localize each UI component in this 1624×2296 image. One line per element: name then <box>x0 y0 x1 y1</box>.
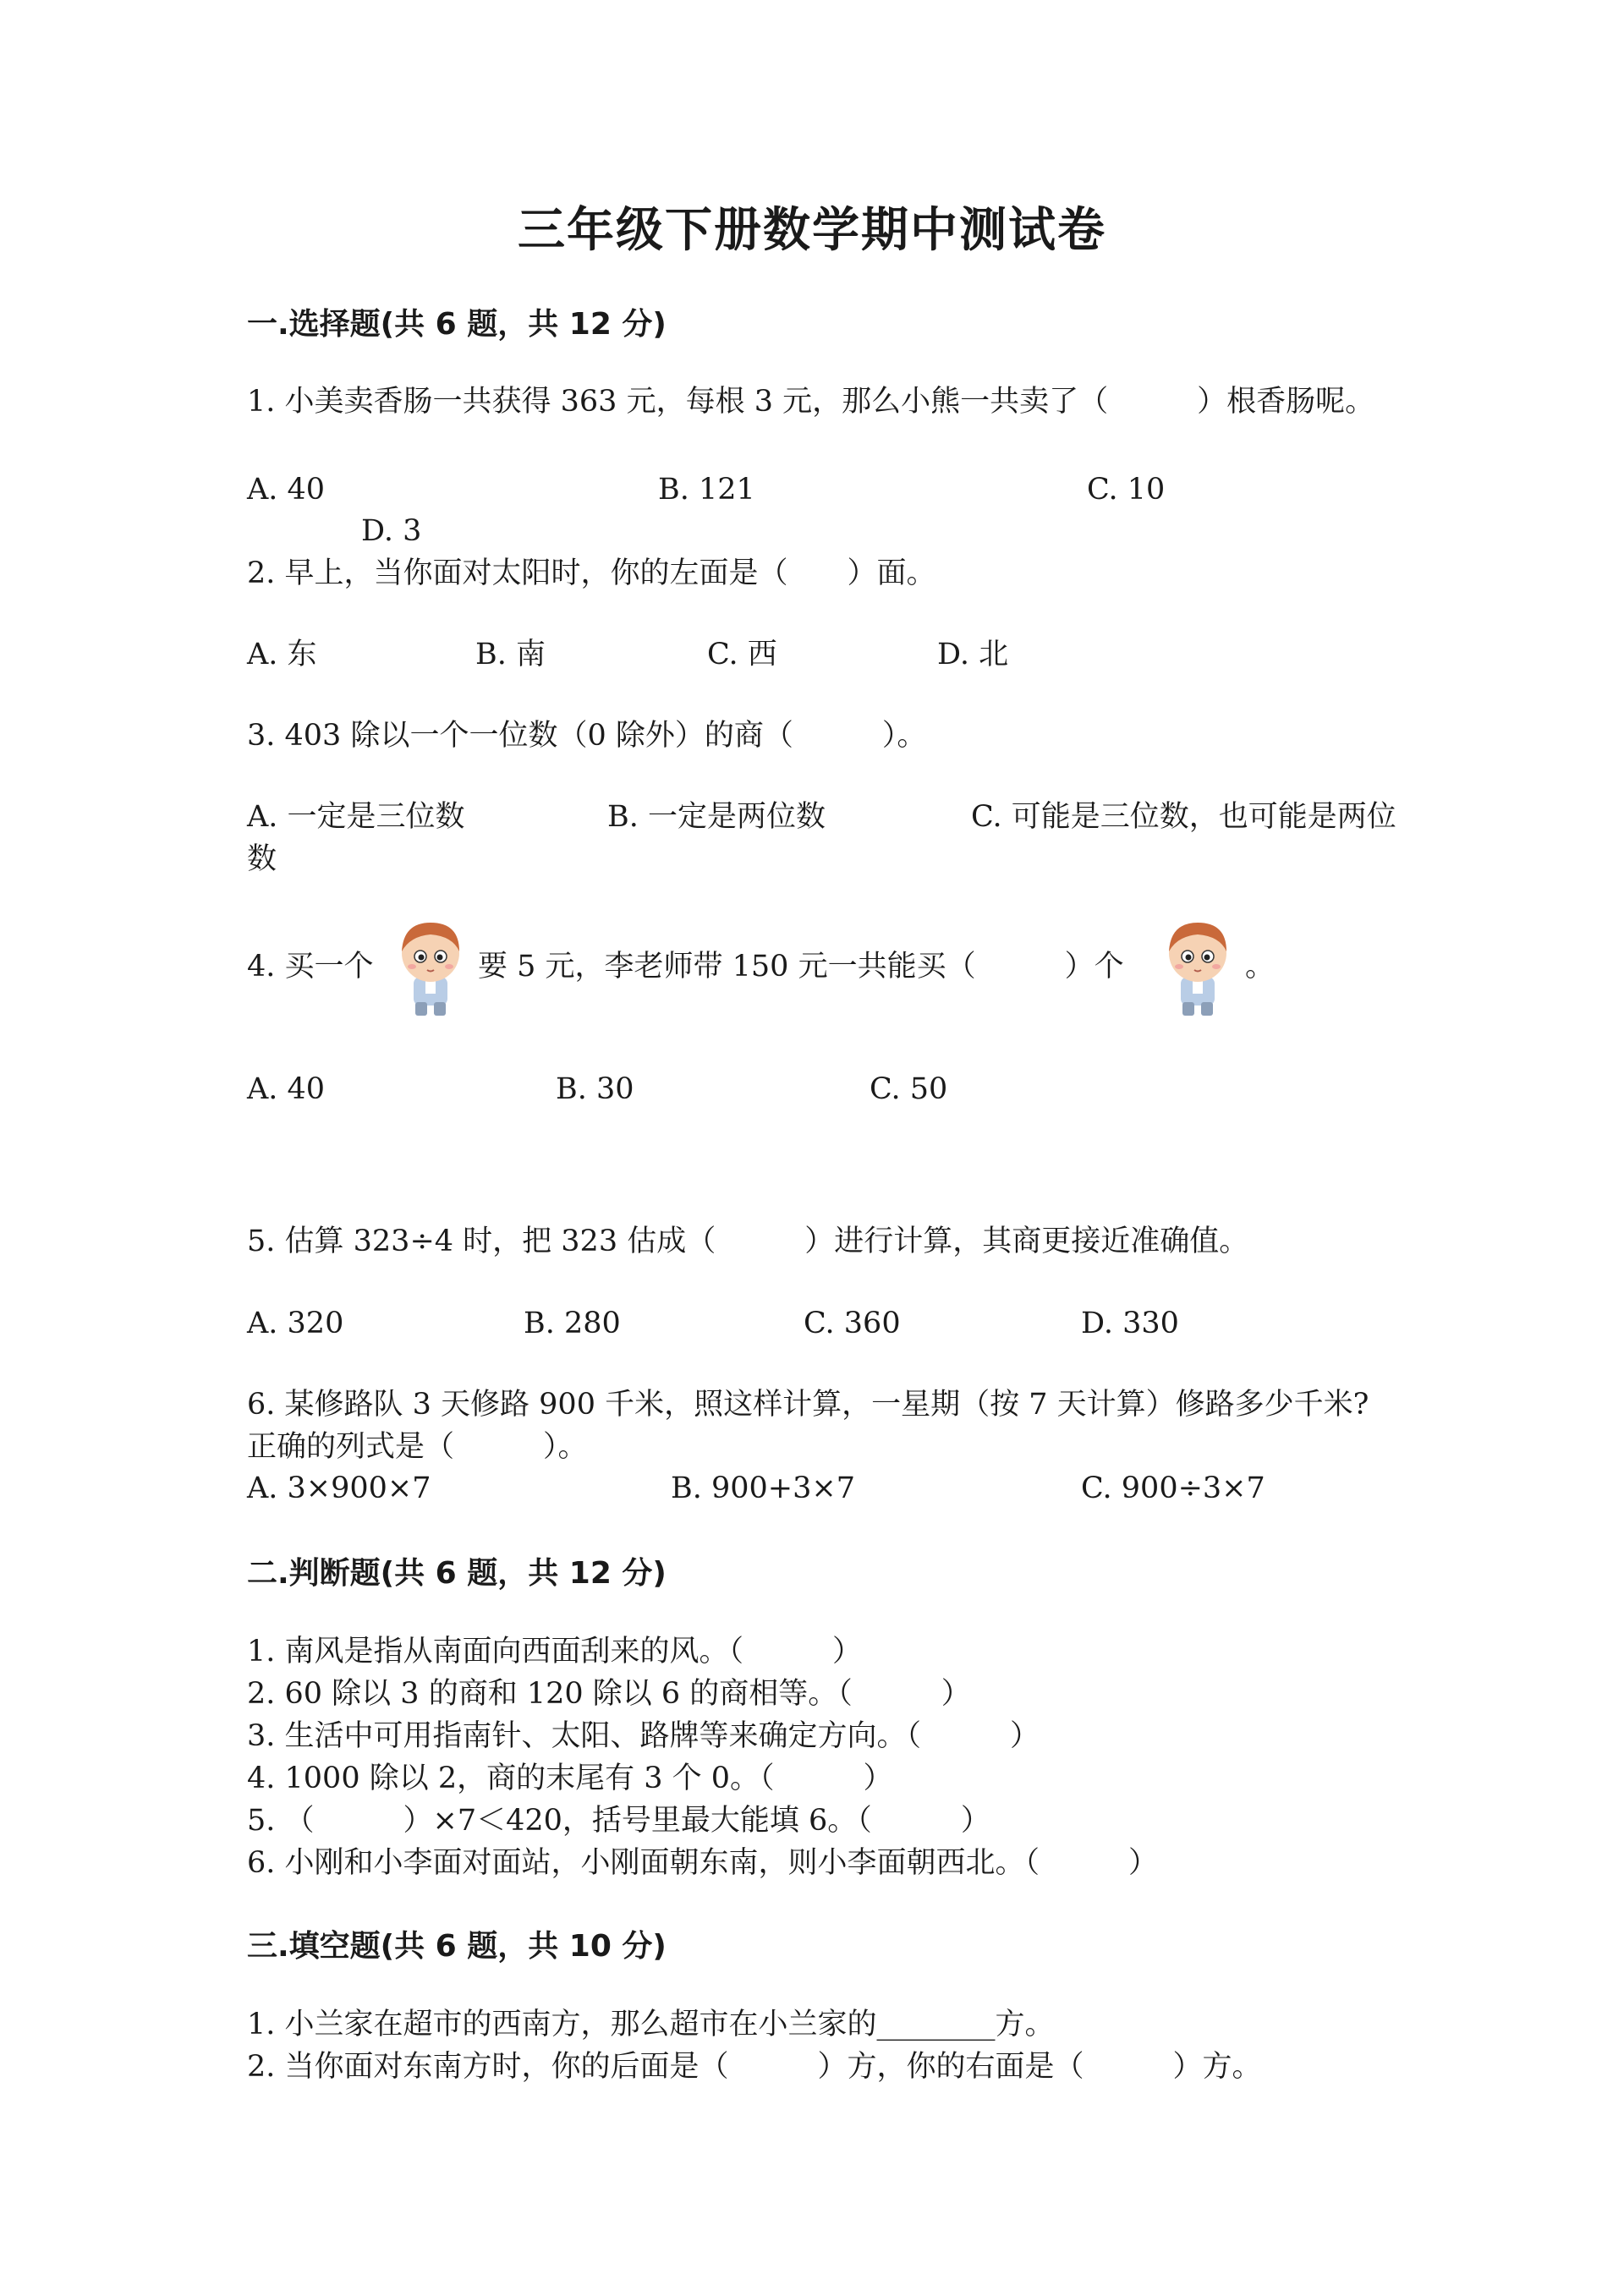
judgment-item-6: 6. 小刚和小李面对面站，小刚面朝东南，则小李面朝西北。（ ） <box>247 1846 1159 1880</box>
q6-option-c: C. 900÷3×7 <box>1081 1471 1265 1505</box>
judgment-item-3: 3. 生活中可用指南针、太阳、路牌等来确定方向。（ ） <box>247 1719 1040 1753</box>
q4-option-c: C. 50 <box>870 1072 948 1106</box>
q1-option-b: B. 121 <box>658 473 755 507</box>
page-title: 三年级下册数学期中测试卷 <box>518 203 1106 258</box>
q1-option-a: A. 40 <box>247 473 326 507</box>
section-heading-judgment: 二.判断题(共 6 题，共 12 分) <box>247 1556 667 1591</box>
q5-option-a: A. 320 <box>247 1307 344 1340</box>
section-heading-fill-in: 三.填空题(共 6 题，共 10 分) <box>247 1929 667 1964</box>
judgment-item-1: 1. 南风是指从南面向西面刮来的风。（ ） <box>247 1635 863 1669</box>
question-4-text-middle: 要 5 元，李老师带 150 元一共能买（ ）个 <box>478 950 1124 984</box>
q6-option-b: B. 900+3×7 <box>671 1471 855 1505</box>
question-1-text: 1. 小美卖香肠一共获得 363 元，每根 3 元，那么小熊一共卖了（ ）根香肠呢。 <box>247 385 1375 419</box>
q4-option-a: A. 40 <box>247 1072 326 1106</box>
q5-option-c: C. 360 <box>804 1307 901 1340</box>
q3-option-a: A. 一定是三位数 <box>247 800 465 834</box>
question-6-text: 6. 某修路队 3 天修路 900 千米，照这样计算，一星期（按 7 天计算）修路多少千米?正确的列式是（ ）。 <box>247 1388 1369 1464</box>
q2-option-b: B. 南 <box>475 638 546 671</box>
q4-option-b: B. 30 <box>556 1072 634 1106</box>
q2-option-c: C. 西 <box>707 638 777 671</box>
judgment-item-4: 4. 1000 除以 2，商的末尾有 3 个 0。（ ） <box>247 1762 893 1795</box>
question-5-text: 5. 估算 323÷4 时，把 323 估成（ ）进行计算，其商更接近准确值。 <box>247 1225 1249 1258</box>
judgment-item-5: 5. （ ）×7＜420，括号里最大能填 6。（ ） <box>247 1804 990 1838</box>
fill-item-2: 2. 当你面对东南方时，你的后面是（ ）方，你的右面是（ ）方。 <box>247 2050 1262 2084</box>
q1-option-c: C. 10 <box>1087 473 1166 507</box>
q5-option-d: D. 330 <box>1081 1307 1179 1340</box>
judgment-item-2: 2. 60 除以 3 的商和 120 除以 6 的商相等。（ ） <box>247 1677 971 1711</box>
q3-option-b: B. 一定是两位数 <box>607 800 826 834</box>
fill-item-1: 1. 小兰家在超市的西南方，那么超市在小兰家的________方。 <box>247 2008 1055 2041</box>
boy-figure-icon <box>392 918 469 1017</box>
q2-option-d: D. 北 <box>937 638 1009 671</box>
q2-option-a: A. 东 <box>247 638 317 671</box>
section-heading-choice: 一.选择题(共 6 题，共 12 分) <box>247 307 667 342</box>
q6-option-a: A. 3×900×7 <box>247 1471 431 1505</box>
q3-option-c: C. 可能是三位数，也可能是两位数 <box>247 800 1396 876</box>
question-3-text: 3. 403 除以一个一位数（0 除外）的商（ ）。 <box>247 719 927 753</box>
q5-option-b: B. 280 <box>524 1307 621 1340</box>
boy-figure-icon <box>1159 918 1237 1017</box>
question-4-text-start: 4. 买一个 <box>247 950 374 984</box>
question-4-text-end: 。 <box>1245 950 1276 984</box>
q1-option-d: D. 3 <box>361 514 422 548</box>
question-2-text: 2. 早上，当你面对太阳时，你的左面是（ ）面。 <box>247 556 936 590</box>
